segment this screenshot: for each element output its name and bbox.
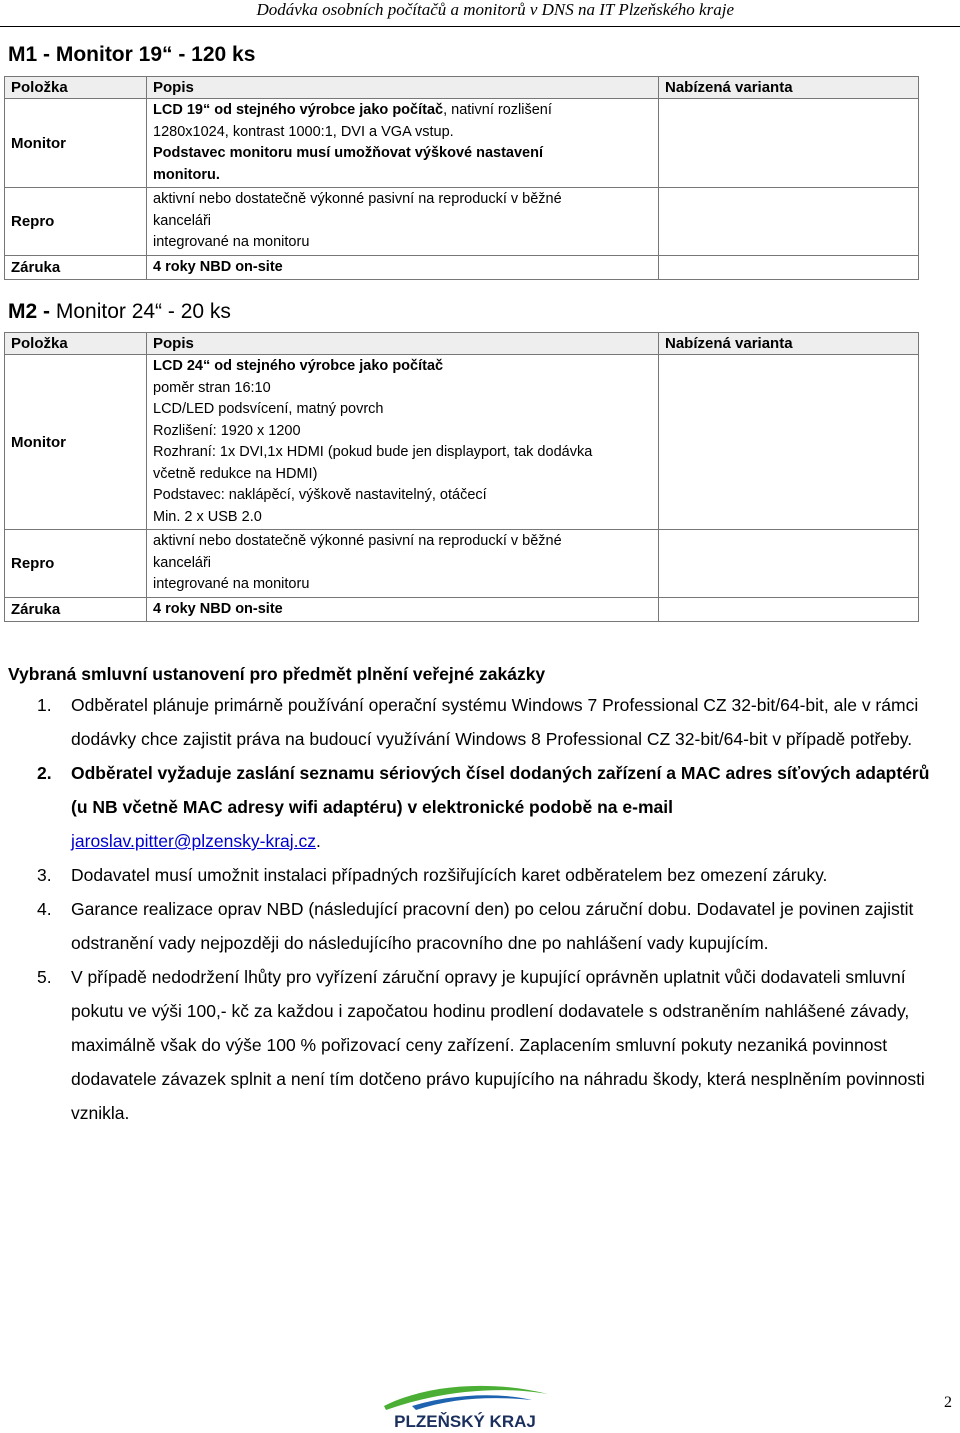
desc-line: 1280x1024, kontrast 1000:1, DVI a VGA vstup. (153, 123, 454, 140)
desc-line: Rozhraní: 1x DVI,1x HDMI (pokud bude jen displayport, tak dodávka (153, 444, 593, 460)
desc-line: integrované na monitoru (153, 576, 310, 592)
desc-line: integrované na monitoru (153, 234, 310, 250)
desc-line: Podstavec monitoru musí umožňovat výškové nastavení (153, 145, 544, 161)
table-header-row (5, 333, 919, 355)
m2-title-bold: M2 - (8, 300, 56, 323)
row-label-monitor: Monitor (5, 355, 147, 530)
list-text: Garance realizace oprav NBD (následující pracovní den) po celou záruční dobu. Dodavatel je povinen zajistit odstranění vady nejpozději do následujícího pracovního dne po nahlášení vady kupujícím. (71, 899, 914, 953)
row-desc-zaruka: 4 roky NBD on-site (147, 597, 659, 622)
list-text: Odběratel vyžaduje zaslání seznamu sériových čísel dodaných zařízení a MAC adres síťových adaptérů (u NB včetně MAC adresy wifi adaptéru) v elektronické podobě na e-mail (71, 763, 930, 817)
offer-cell[interactable] (659, 355, 919, 530)
desc-line: aktivní nebo dostatečně výkonné pasivní na reproduckí v běžné (153, 191, 562, 207)
m2-title (8, 300, 231, 324)
desc-line: monitoru. (153, 166, 220, 183)
col-header-description: Popis (147, 77, 659, 99)
list-text: V případě nedodržení lhůty pro vyřízení záruční opravy je kupující oprávněn uplatnit vůči dodavateli smluvní pokutu ve výši 100,- kč za každou i započatou hodinu prodlení dodavatele s odstraněním nahlášené závady, maximálně však do výše 100 % pořizovací ceny zařízení. Zaplacením smluvní pokuty nezaniká povinnost dodavatele závazek splnit a není tím dotčeno právo kupujícího na náhradu škody, která nesplněním povinnosti vznikla. (71, 967, 925, 1123)
m2-spec-table (4, 332, 919, 622)
table-header-row (5, 77, 919, 99)
list-number: 3. (37, 865, 52, 885)
desc-line: kanceláři (153, 554, 212, 571)
list-number: 4. (37, 899, 52, 919)
desc-line: LCD/LED podsvícení, matný povrch (153, 401, 384, 417)
offer-cell[interactable] (659, 597, 919, 622)
page-header (0, 0, 960, 27)
list-item (0, 858, 960, 892)
list-number: 5. (37, 967, 52, 987)
list-item (0, 960, 960, 1130)
row-desc-monitor (147, 99, 659, 188)
offer-cell[interactable] (659, 530, 919, 598)
row-label-zaruka: Záruka (5, 597, 147, 622)
col-header-offer: Nabízená varianta (659, 77, 919, 99)
list-number: 1. (37, 695, 52, 715)
desc-line: Min. 2 x USB 2.0 (153, 508, 262, 525)
plzensky-kraj-logo (372, 1380, 558, 1430)
list-end: . (316, 831, 321, 851)
list-text: Dodavatel musí umožnit instalaci případných rozšiřujících karet odběratelem bez omezení záruky. (71, 865, 828, 885)
col-header-item: Položka (5, 333, 147, 355)
table-row (5, 99, 919, 188)
m1-spec-table (4, 76, 919, 280)
desc-line: Rozlišení: 1920 x 1200 (153, 422, 301, 439)
offer-cell[interactable] (659, 255, 919, 280)
email-link[interactable]: jaroslav.pitter@plzensky-kraj.cz (71, 831, 317, 851)
list-item (0, 892, 960, 960)
row-desc-repro (147, 530, 659, 598)
row-desc-zaruka: 4 roky NBD on-site (147, 255, 659, 280)
row-label-repro: Repro (5, 530, 147, 598)
desc-line: včetně redukce na HDMI) (153, 465, 318, 482)
desc-line: Podstavec: naklápěcí, výškově nastavitelný, otáčecí (153, 487, 487, 503)
table-row (5, 255, 919, 280)
logo-text: PLZEŇSKÝ KRAJ (394, 1412, 536, 1430)
list-item (0, 688, 960, 756)
list-number: 2. (37, 763, 52, 783)
header-title: Dodávka osobních počítačů a monitorů v DNS na IT Plzeňského kraje (256, 0, 734, 19)
table-row (5, 530, 919, 598)
table-row (5, 355, 919, 530)
table-row (5, 188, 919, 256)
row-label-repro: Repro (5, 188, 147, 256)
desc-line: aktivní nebo dostatečně výkonné pasivní na reproduckí v běžné (153, 533, 562, 549)
row-label-monitor: Monitor (5, 99, 147, 188)
offer-cell[interactable] (659, 99, 919, 188)
list-text: Odběratel plánuje primárně používání operační systému Windows 7 Professional CZ 32-bit/64-bit, ale v rámci dodávky chce zajistit práva na budoucí využívání Windows 8 Professional CZ 32-bit/64-bit v případě potřeby. (71, 695, 919, 749)
conditions-list (0, 688, 960, 1130)
table-row (5, 597, 919, 622)
desc-line: LCD 24“ od stejného výrobce jako počítač (153, 358, 444, 374)
col-header-description: Popis (147, 333, 659, 355)
desc-line: kanceláři (153, 212, 212, 229)
row-label-zaruka: Záruka (5, 255, 147, 280)
m1-title: M1 - Monitor 19“ - 120 ks (8, 43, 256, 66)
row-desc-monitor (147, 355, 659, 530)
conditions-title: Vybraná smluvní ustanovení pro předmět plnění veřejné zakázky (8, 664, 546, 684)
page-number: 2 (944, 1394, 952, 1411)
desc-line: poměr stran 16:10 (153, 379, 271, 396)
row-desc-repro (147, 188, 659, 256)
m2-title-rest: Monitor 24“ - 20 ks (55, 300, 231, 323)
offer-cell[interactable] (659, 188, 919, 256)
col-header-item: Položka (5, 77, 147, 99)
desc-line: , nativní rozlišení (443, 102, 552, 118)
list-item (0, 756, 960, 858)
desc-line: LCD 19“ od stejného výrobce jako počítač (153, 102, 444, 118)
col-header-offer: Nabízená varianta (659, 333, 919, 355)
